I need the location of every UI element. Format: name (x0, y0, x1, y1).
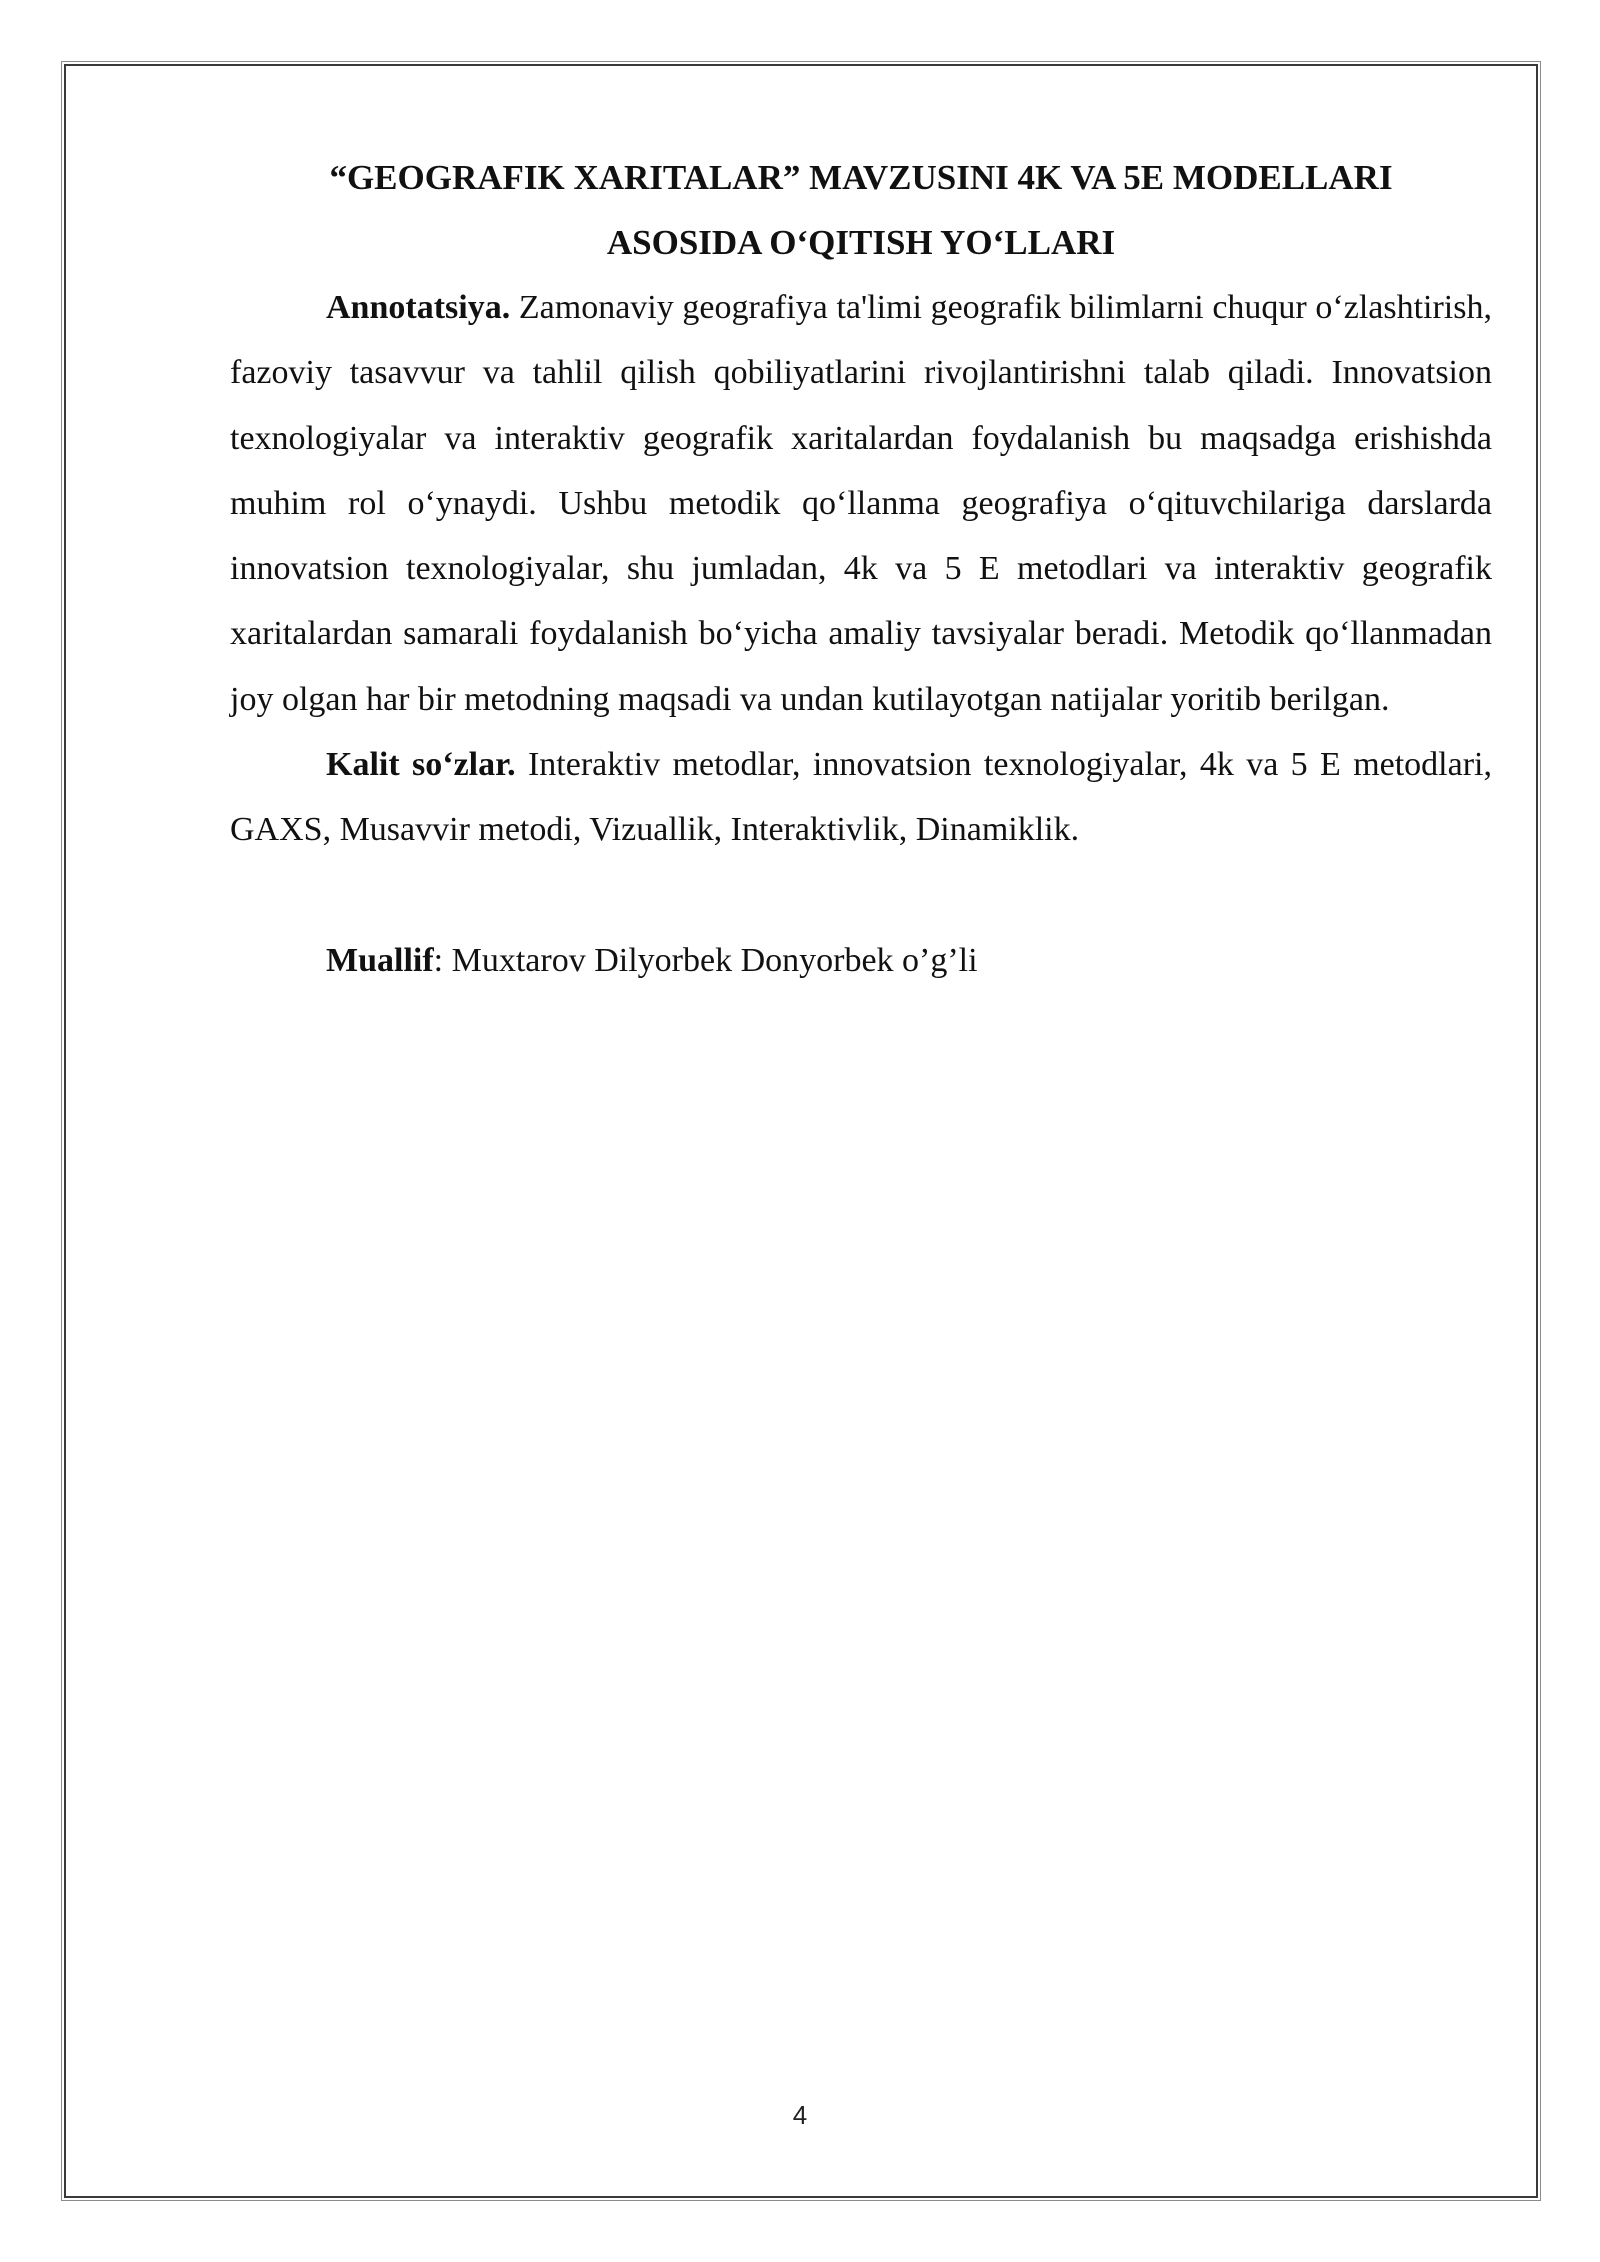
author-paragraph (230, 928, 1492, 993)
annotation-text: Zamonaviy geografiya ta'limi geografik bilimlarni chuqur o‘zlashtirish, fazoviy tasavvur va tahlil qilish qobiliyatlarini rivojlantirishni talab qiladi. Innovatsion texnologiyalar va interaktiv geografik xaritalardan foydalanish bu maqsadga erishishda muhim rol o‘ynaydi. Ushbu metodik qo‘llanma geografiya o‘qituvchilariga darslarda innovatsion texnologiyalar, shu jumladan, 4k va 5 E metodlari va interaktiv geografik xaritalardan samarali foydalanish bo‘yicha amaliy tavsiyalar beradi. Metodik qo‘llanmadan joy olgan har bir metodning maqsadi va undan kutilayotgan natijalar yoritib berilgan. (230, 289, 1492, 718)
title-line-2: ASOSIDA O‘QITISH YO‘LLARI (606, 223, 1116, 262)
document-body (230, 145, 1492, 993)
keywords-label: Kalit so‘zlar. (326, 746, 516, 784)
author-label: Muallif (326, 941, 434, 979)
author-name: : Muxtarov Dilyorbek Donyorbek o’g’li (433, 941, 978, 979)
annotation-label: Annotatsiya. (326, 289, 511, 326)
keywords-paragraph (230, 732, 1492, 863)
title-line-1: “GEOGRAFIK XARITALAR” MAVZUSINI 4K VA 5E MODELLARI (329, 158, 1393, 197)
blank-line (230, 863, 1492, 928)
page-number: 4 (792, 2100, 808, 2130)
keywords-text: Interaktiv metodlar, innovatsion texnologiyalar, 4k va 5 E metodlari, GAXS, Musavvir metodi, Vizuallik, Interaktivlik, Dinamiklik. (230, 746, 1492, 849)
annotation-paragraph (230, 275, 1492, 732)
